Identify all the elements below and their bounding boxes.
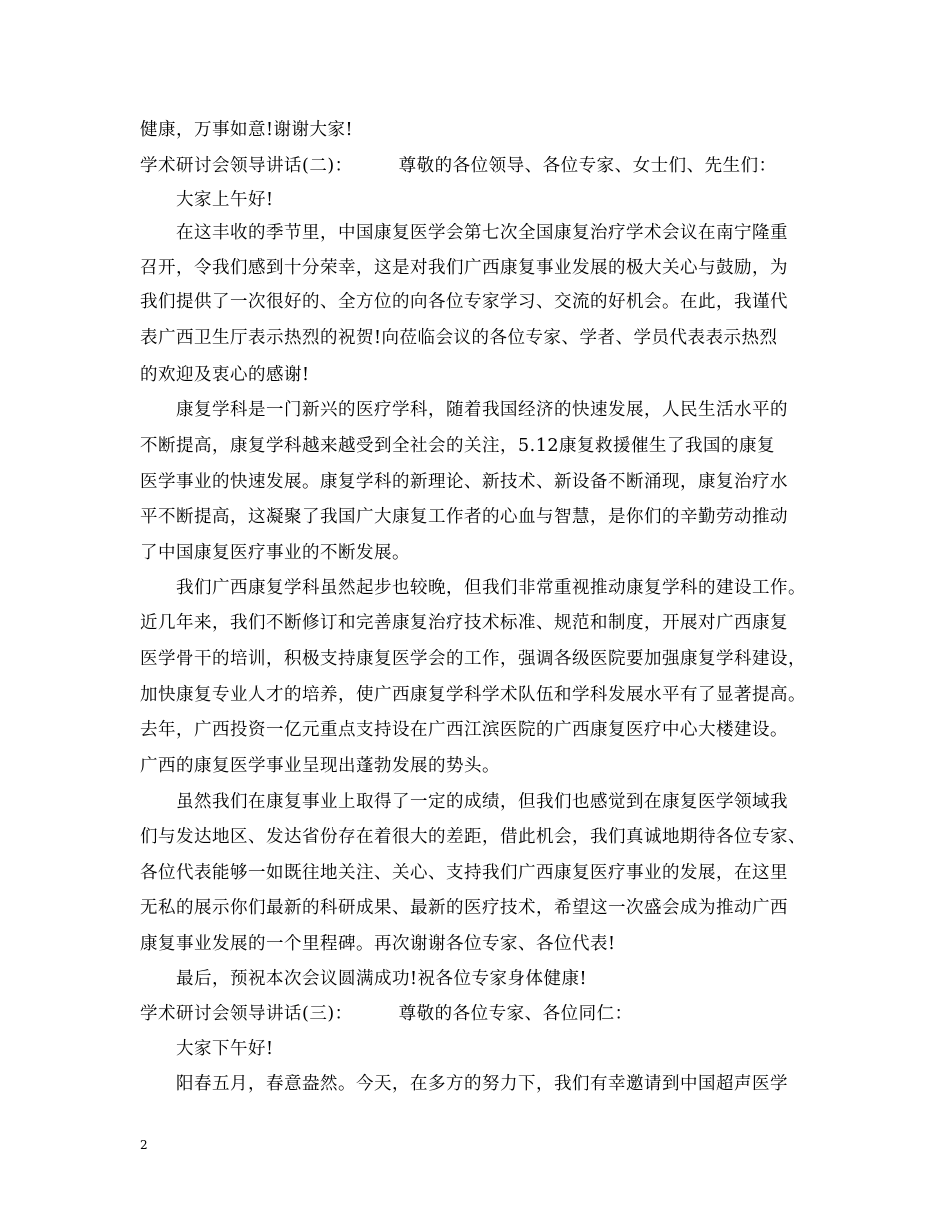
paragraph-line: 医学事业的快速发展。康复学科的新理论、新技术、新设备不断涌现，康复治疗水	[140, 472, 788, 492]
paragraph-line: 我们提供了一次很好的、全方位的向各位专家学习、交流的好机会。在此，我谨代	[140, 292, 788, 312]
paragraph-line: 的欢迎及衷心的感谢!	[140, 365, 310, 385]
section-heading-line	[140, 154, 777, 178]
paragraph-line: 不断提高，康复学科越来越受到全社会的关注，5.12康复救援催生了我国的康复	[140, 436, 775, 456]
paragraph-line: 虽然我们在康复事业上取得了一定的成绩，但我们也感觉到在康复医学领域我	[176, 792, 788, 812]
paragraph-line: 加快康复专业人才的培养，使广西康复学科学术队伍和学科发展水平有了显著提高。	[140, 685, 806, 705]
greeting: 大家下午好!	[176, 1039, 274, 1059]
paragraph-line: 平不断提高，这凝聚了我国广大康复工作者的心血与智慧，是你们的辛勤劳动推动	[140, 507, 788, 527]
paragraph-line: 医学骨干的培训，积极支持康复医学会的工作，强调各级医院要加强康复学科建设，	[140, 649, 806, 669]
paragraph-line: 近几年来，我们不断修订和完善康复治疗技术标准、规范和制度，开展对广西康复	[140, 613, 788, 633]
section-heading: 学术研讨会领导讲话(三)：	[140, 1004, 353, 1024]
salutation: 尊敬的各位领导、各位专家、女士们、先生们：	[398, 156, 777, 176]
paragraph-line: 我们广西康复学科虽然起步也较晚，但我们非常重视推动康复学科的建设工作。	[176, 578, 806, 598]
paragraph-line: 表广西卫生厅表示热烈的祝贺!向莅临会议的各位专家、学者、学员代表表示热烈	[140, 328, 778, 348]
salutation: 尊敬的各位专家、各位同仁：	[398, 1004, 633, 1024]
section-heading: 学术研讨会领导讲话(二)：	[140, 156, 353, 176]
paragraph-line: 召开，令我们感到十分荣幸，这是对我们广西康复事业发展的极大关心与鼓励，为	[140, 258, 788, 278]
section-heading-line	[140, 1002, 633, 1026]
greeting: 大家上午好!	[176, 190, 274, 210]
paragraph-line: 去年，广西投资一亿元重点支持设在广西江滨医院的广西康复医疗中心大楼建设。	[140, 720, 788, 740]
paragraph-line: 阳春五月，春意盎然。今天，在多方的努力下，我们有幸邀请到中国超声医学	[176, 1074, 788, 1094]
paragraph-line: 无私的展示你们最新的科研成果、最新的医疗技术，希望这一次盛会成为推动广西	[140, 898, 788, 918]
paragraph-line: 了中国康复医疗事业的不断发展。	[140, 543, 410, 563]
page-number: 2	[140, 1138, 148, 1152]
paragraph-line: 康复事业发展的一个里程碑。再次谢谢各位专家、各位代表!	[140, 934, 616, 954]
paragraph-line: 在这丰收的季节里，中国康复医学会第七次全国康复治疗学术会议在南宁隆重	[176, 223, 788, 243]
text-line: 健康，万事如意!谢谢大家!	[140, 120, 354, 140]
paragraph-line: 康复学科是一门新兴的医疗学科，随着我国经济的快速发展，人民生活水平的	[176, 400, 788, 420]
paragraph-line: 广西的康复医学事业呈现出蓬勃发展的势头。	[140, 756, 500, 776]
paragraph-line: 各位代表能够一如既往地关注、关心、支持我们广西康复医疗事业的发展，在这里	[140, 863, 788, 883]
paragraph-line: 最后，预祝本次会议圆满成功!祝各位专家身体健康!	[176, 969, 588, 989]
paragraph-line: 们与发达地区、发达省份存在着很大的差距，借此机会，我们真诚地期待各位专家、	[140, 827, 806, 847]
